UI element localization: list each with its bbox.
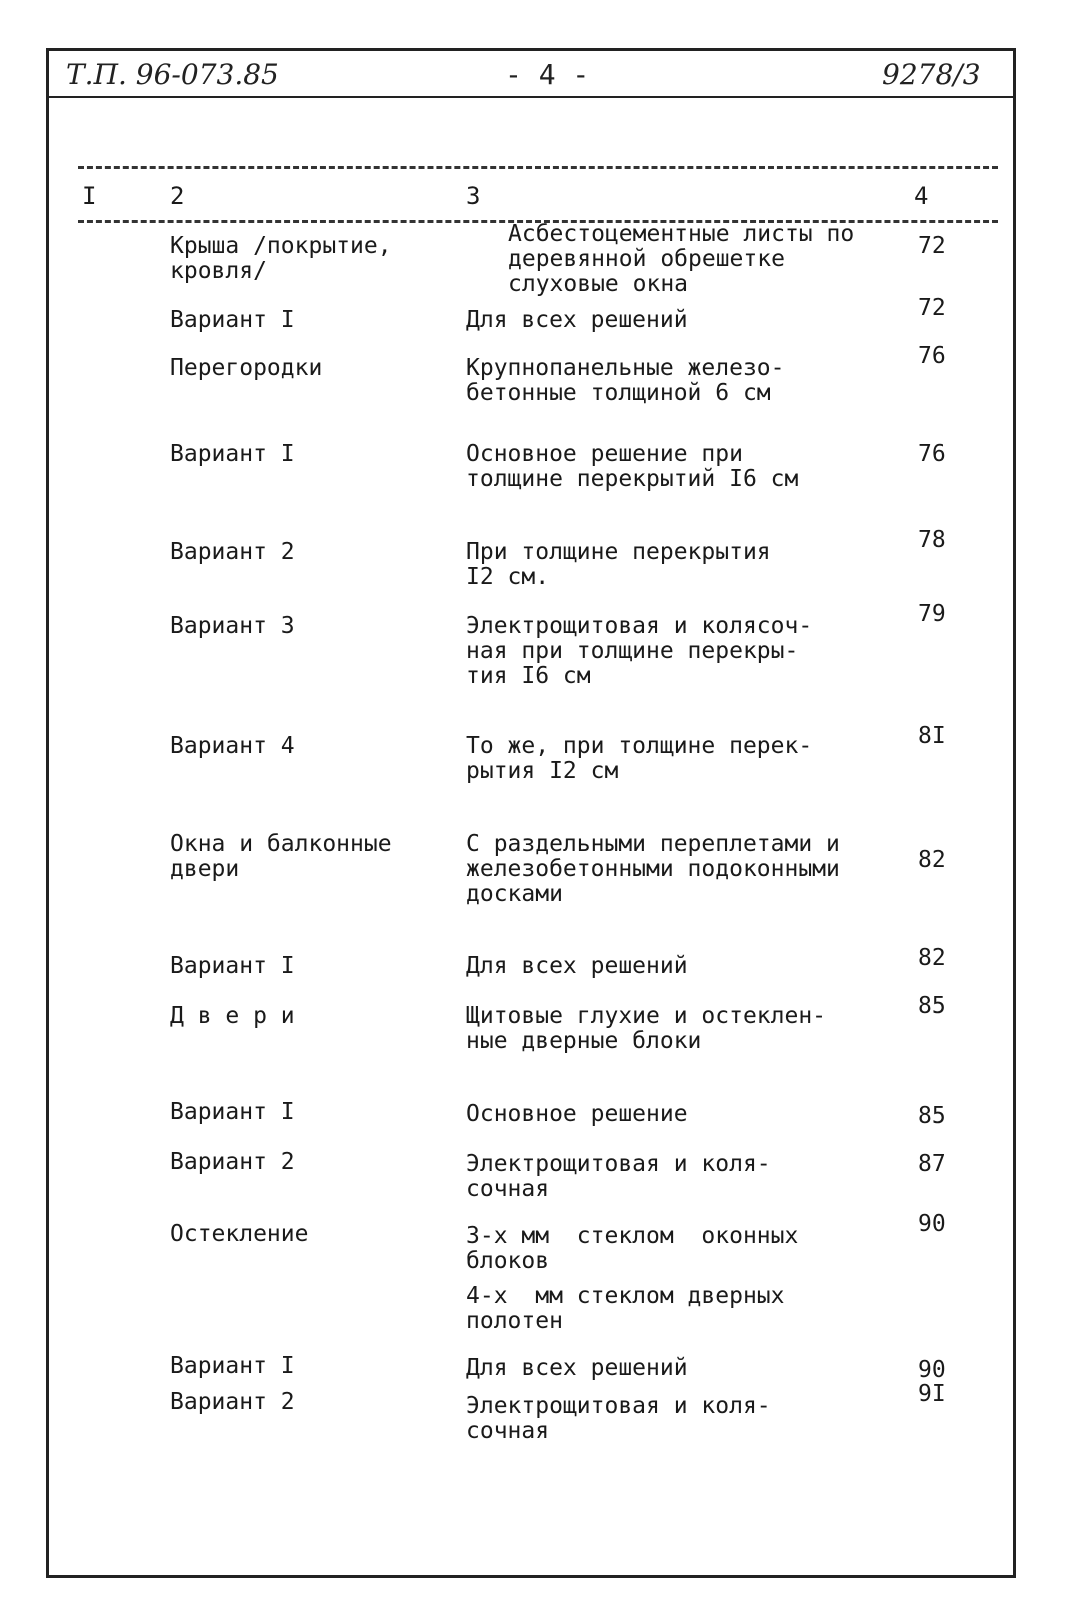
row-10-page: 85 [918,1103,946,1129]
row-11-name: Вариант 2 [170,1149,295,1175]
column-number-1: I [82,182,97,210]
row-1-name: Вариант I [170,307,295,333]
row-7-page: 82 [918,847,946,873]
row-5-page: 79 [918,601,946,627]
row-9-description: Щитовые глухие и остеклен- ные дверные блоки [466,1003,827,1054]
document-code: Т.П. 96-073.85 [66,58,279,91]
row-14-description: Для всех решений [466,1355,688,1381]
row-14-page: 90 [918,1357,946,1383]
row-2-page: 76 [918,343,946,369]
column-number-2: 2 [170,182,185,210]
row-4-name: Вариант 2 [170,539,295,565]
row-2-description: Крупнопанельные железо- бетонные толщиной 6 см [466,355,785,406]
row-15-description: Электрощитовая и коля- сочная [466,1393,771,1444]
row-2-name: Перегородки [170,355,323,381]
row-9-page: 85 [918,993,946,1019]
row-10-description: Основное решение [466,1101,688,1127]
row-6-page: 8I [918,723,946,749]
row-5-description: Электрощитовая и колясоч- ная при толщине перекры- тия I6 см [466,613,813,689]
row-8-page: 82 [918,945,946,971]
row-4-page: 78 [918,527,946,553]
row-3-description: Основное решение при толщине перекрытий I6 см [466,441,799,492]
row-3-page: 76 [918,441,946,467]
page-number: - 4 - [505,58,590,91]
row-12-name: Остекление [170,1221,309,1247]
row-11-description: Электрощитовая и коля- сочная [466,1151,771,1202]
row-8-name: Вариант I [170,953,295,979]
row-1-description: Для всех решений [466,307,688,333]
row-13-description: 4-х мм стеклом дверных полотен [466,1283,785,1334]
row-0-page: 72 [918,233,946,259]
row-0-description: Асбестоцементные листы по деревянной обрешетке слуховые окна [508,221,855,297]
table-top-rule [78,166,998,169]
row-6-description: То же, при толщине перек- рытия I2 см [466,733,813,784]
row-5-name: Вариант 3 [170,613,295,639]
row-10-name: Вариант I [170,1099,295,1125]
row-15-page: 9I [918,1381,946,1407]
row-9-name: Д в е р и [170,1003,295,1029]
row-11-page: 87 [918,1151,946,1177]
row-4-description: При толщине перекрытия I2 см. [466,539,771,590]
row-7-name: Окна и балконные двери [170,831,392,882]
row-7-description: С раздельными переплетами и железобетонными подоконными досками [466,831,840,907]
row-0-name: Крыша /покрытие, кровля/ [170,233,392,284]
row-15-name: Вариант 2 [170,1389,295,1415]
row-8-description: Для всех решений [466,953,688,979]
row-14-name: Вариант I [170,1353,295,1379]
header-rule [46,96,1016,98]
document-id: 9278/3 [882,58,981,91]
row-6-name: Вариант 4 [170,733,295,759]
row-12-description: 3-х мм стеклом оконных блоков [466,1223,799,1274]
column-number-4: 4 [914,182,929,210]
row-12-page: 90 [918,1211,946,1237]
row-1-page: 72 [918,295,946,321]
row-3-name: Вариант I [170,441,295,467]
column-number-3: 3 [466,182,481,210]
